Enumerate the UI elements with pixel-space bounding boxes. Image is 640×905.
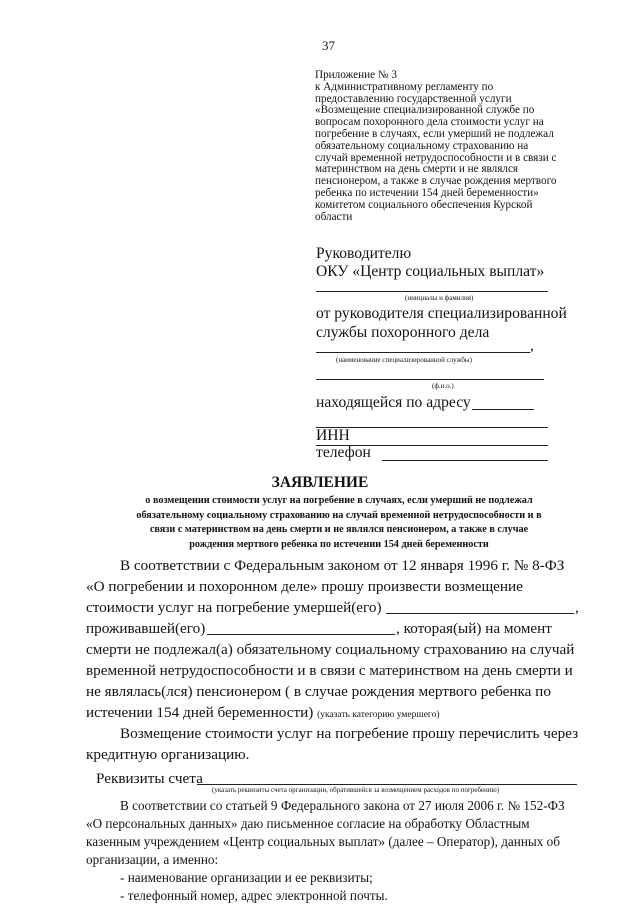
hint-fio: (ф.и.о.) xyxy=(432,382,454,390)
comma: , xyxy=(530,337,534,354)
appendix-line: ребенка по истечении 154 дней беременности» xyxy=(315,186,539,199)
body-line-7: не являлась(лся) пенсионером ( в случае рождения мертвого ребенка по xyxy=(86,683,551,700)
initials-field-line[interactable] xyxy=(316,291,548,292)
appendix-line: случай временной нетрудоспособности и в связи с xyxy=(315,151,557,164)
service-name-field-line[interactable] xyxy=(316,352,530,353)
appendix-line: предоставлению государственной услуги xyxy=(315,92,512,105)
appendix-line: области xyxy=(315,210,353,223)
body-line-3-comma: , xyxy=(575,599,579,616)
body-line-9: Возмещение стоимости услуг на погребение прошу перечислить через xyxy=(120,725,579,742)
consent-line-2: «О персональных данных» даю письменное согласие на обработку Областным xyxy=(86,816,530,831)
appendix-line: комитетом социального обеспечения Курской xyxy=(315,198,533,211)
account-details-field-line[interactable] xyxy=(197,784,577,785)
address-label: находящейся по адресу xyxy=(316,394,471,411)
inn-label: ИНН xyxy=(316,427,350,444)
appendix-line: Приложение № 3 xyxy=(315,69,397,81)
appendix-line: «Возмещение специализированной службе по xyxy=(315,104,535,117)
from-line2: службы похоронного дела xyxy=(316,324,490,341)
category-hint: (указать категорию умершего) xyxy=(317,710,440,720)
appendix-line: вопросам похоронного дела стоимости услуг на xyxy=(315,116,544,129)
address-field-line[interactable] xyxy=(472,409,534,410)
appendix-line: обязательному социальному страхованию на xyxy=(315,139,529,152)
document-subtitle xyxy=(100,494,578,552)
hint-service: (наименование специализированной службы) xyxy=(336,356,472,364)
body-line-2: «О погребении и похоронном деле» прошу произвести возмещение xyxy=(86,578,523,595)
appendix-line: пенсионером, а также в случае рождения мертвого xyxy=(315,175,557,188)
appendix-line: к Административному регламенту по xyxy=(315,80,494,93)
subtitle-line: связи с материнством на день смерти и не являлся пенсионером, а также в случае xyxy=(149,524,529,535)
subtitle-line: о возмещении стоимости услуг на погребение в случаях, если умерший не подлежал xyxy=(145,495,533,506)
account-details-hint: (указать реквизиты счета организации, обратившейся за возмещением расходов по погребению) xyxy=(212,786,500,794)
document-title: ЗАЯВЛЕНИЕ xyxy=(271,474,369,491)
body-line-8 xyxy=(86,704,440,722)
hint-initials: (инициалы и фамилия) xyxy=(405,294,474,302)
page-number: 37 xyxy=(322,38,335,53)
body-line-4b: , которая(ый) на момент xyxy=(396,620,552,637)
phone-field-line[interactable] xyxy=(382,460,548,461)
account-details-label: Реквизиты счета xyxy=(96,770,203,787)
addressee-to-line2: ОКУ «Центр социальных выплат» xyxy=(316,263,545,280)
body-line-6: временной нетрудоспособности и в связи с материнством на день смерти и xyxy=(86,662,573,679)
body-line-5: смерти не подлежал(а) обязательному социальному страхованию на случай xyxy=(86,641,575,658)
body-line-10: кредитную организацию. xyxy=(86,746,250,763)
consent-item-1: - наименование организации и ее реквизиты; xyxy=(120,870,373,885)
phone-label: телефон xyxy=(316,444,371,461)
residence-field-line[interactable] xyxy=(207,634,395,635)
appendix-line: материнством на день смерти и не являлся xyxy=(315,163,519,176)
subtitle-line: рождения мертвого ребенка по истечении 154 дней беременности xyxy=(189,538,489,550)
body-line-1: В соответствии с Федеральным законом от 12 января 1996 г. № 8-ФЗ xyxy=(120,557,565,574)
deceased-name-field-line[interactable] xyxy=(386,613,574,614)
appendix-header xyxy=(315,70,585,223)
consent-line-3: казенным учреждением «Центр социальных выплат» (далее – Оператор), данных об xyxy=(86,834,560,849)
consent-line-1: В соответствии со статьей 9 Федерального закона от 27 июля 2006 г. № 152-ФЗ xyxy=(120,798,565,813)
fio-field-line[interactable] xyxy=(316,379,544,380)
consent-line-4: организации, а именно: xyxy=(86,852,219,867)
appendix-line: погребение в случаях, если умерший не подлежал xyxy=(315,127,554,140)
consent-item-2: - телефонный номер, адрес электронной почты. xyxy=(120,888,388,903)
subtitle-line: обязательному социальному страхованию на случай временной нетрудоспособности и в xyxy=(136,509,542,521)
body-line-4a: проживавшей(его) xyxy=(86,620,206,637)
addressee-to-line1: Руководителю xyxy=(316,245,412,262)
address-field-line-2[interactable] xyxy=(316,427,548,428)
from-line1: от руководителя специализированной xyxy=(316,305,567,322)
body-line-3: стоимости услуг на погребение умершей(его) xyxy=(86,599,382,616)
body-line-8-text: истечении 154 дней беременности) xyxy=(86,704,314,721)
